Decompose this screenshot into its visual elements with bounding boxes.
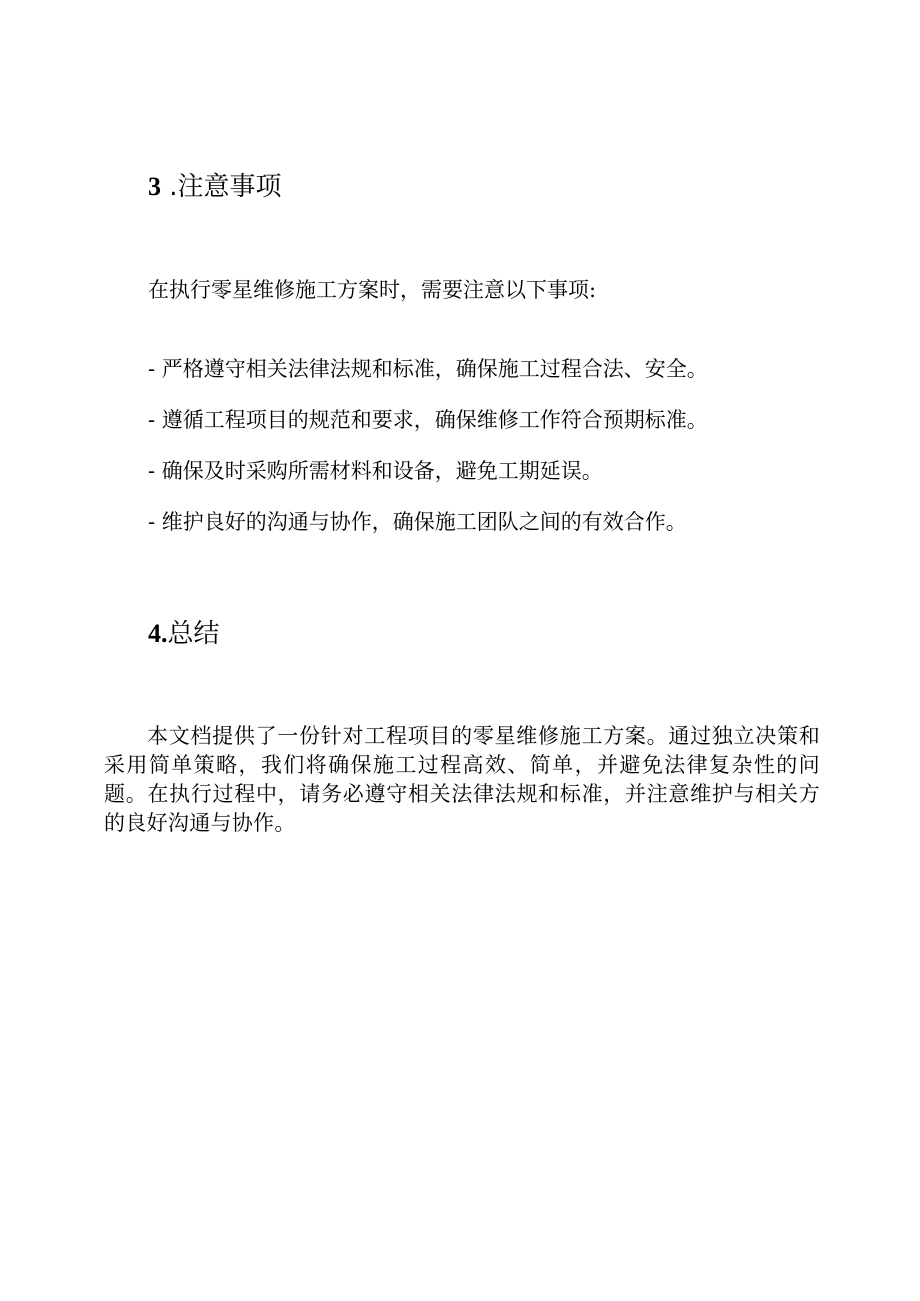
list-item: - 维护良好的沟通与协作，确保施工团队之间的有效合作。 [148, 510, 687, 534]
list-item: - 严格遵守相关法律法规和标准，确保施工过程合法、安全。 [148, 357, 708, 381]
section-3-heading [148, 172, 282, 202]
section-4-title: 总结 [167, 619, 220, 649]
precautions-list [148, 354, 708, 558]
section-4-heading [148, 619, 220, 649]
section-3-number: 3 [148, 172, 161, 201]
section-3-intro: 在执行零星维修施工方案时，需要注意以下事项: [148, 278, 597, 302]
summary-paragraph: 本文档提供了一份针对工程项目的零星维修施工方案。通过独立决策和采用简单策略，我们将确保施工过程高效、简单，并避免法律复杂性的问题。在执行过程中，请务必遵守相关法律法规和标准，并注意维护与相关方的良好沟通与协作。 [104, 724, 820, 835]
list-item: - 遵循工程项目的规范和要求，确保维修工作符合预期标准。 [148, 408, 708, 432]
list-item: - 确保及时采购所需材料和设备，避免工期延误。 [148, 459, 603, 483]
section-3-title: .注意事项 [161, 172, 282, 202]
section-4-number: 4. [148, 619, 168, 648]
